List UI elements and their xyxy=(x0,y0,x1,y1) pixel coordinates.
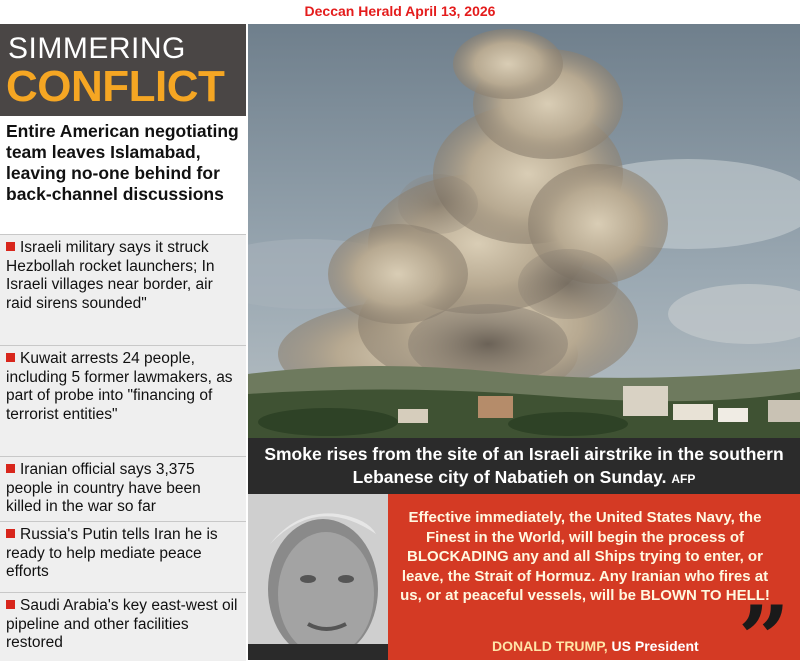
news-item-text: Saudi Arabia's key east-west oil pipeline and other facilities restored xyxy=(6,597,238,651)
caption-text: Smoke rises from the site of an Israeli airstrike in the southern Lebanese city of Nabatieh on Sunday. xyxy=(264,444,784,487)
bullet-icon xyxy=(6,242,15,251)
news-item-text: Iranian official says 3,375 people in country have been killed in the war so far xyxy=(6,461,201,515)
trump-portrait xyxy=(248,494,388,660)
masthead: Deccan Herald April 13, 2026 xyxy=(304,3,496,19)
quote-attribution xyxy=(492,638,699,654)
news-item xyxy=(0,234,246,345)
quote-text: Effective immediately, the United States Navy, the Finest in the World, will begin the process of BLOCKADING any and all Ships trying to enter, or leave, the Strait of Hormuz. Any Iranian who fires at us, or at peaceful vessels, will be BLOWN TO HELL! xyxy=(400,509,770,604)
news-item xyxy=(0,456,246,521)
quote-name: DONALD TRUMP, xyxy=(492,638,608,654)
photo-caption xyxy=(248,438,800,494)
title-line-2: CONFLICT xyxy=(6,62,225,111)
quote-mark-icon: ” xyxy=(738,586,790,660)
news-item xyxy=(0,521,246,592)
sidebar-panel xyxy=(0,24,246,660)
bullet-icon xyxy=(6,529,15,538)
title-box xyxy=(0,24,246,116)
photo-credit: AFP xyxy=(671,472,696,486)
airstrike-photo xyxy=(248,24,800,440)
bullet-icon xyxy=(6,464,15,473)
news-item-text: Kuwait arrests 24 people, including 5 former lawmakers, as part of probe into "financing of terrorist entities" xyxy=(6,350,233,423)
news-item xyxy=(0,345,246,456)
news-item-text: Israeli military says it struck Hezbollah rocket launchers; In Israeli villages near border, air raid sirens sounded" xyxy=(6,239,215,312)
quote-role: US President xyxy=(611,638,699,654)
bullet-icon xyxy=(6,353,15,362)
news-item xyxy=(0,592,246,661)
lead-headline: Entire American negotiating team leaves Islamabad, leaving no-one behind for back-channel discussions xyxy=(6,121,239,204)
bullet-icon xyxy=(6,600,15,609)
news-item-text: Russia's Putin tells Iran he is ready to help mediate peace efforts xyxy=(6,526,218,580)
quote-panel xyxy=(248,494,800,660)
title-line-1: SIMMERING xyxy=(8,32,186,65)
